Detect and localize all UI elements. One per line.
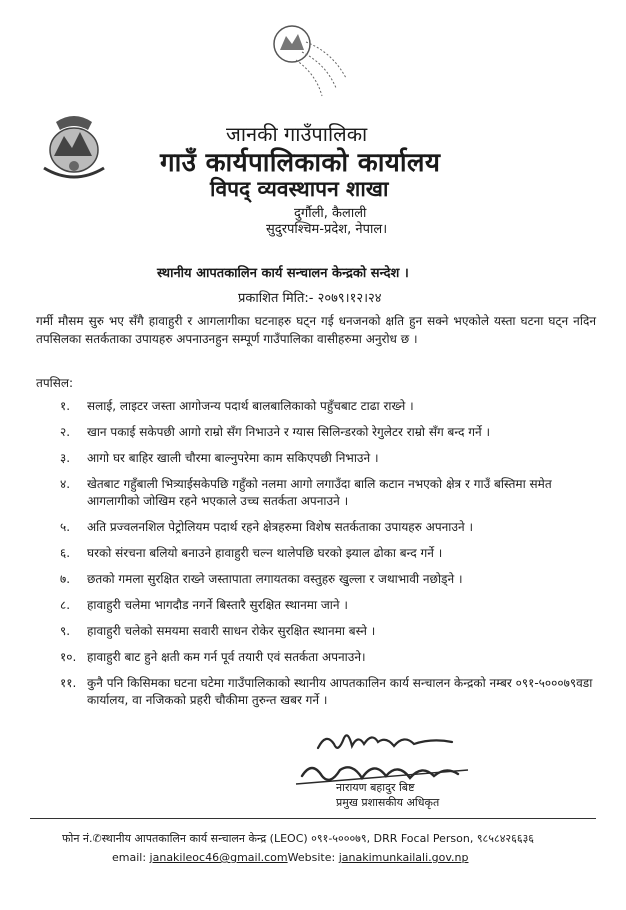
item-text: हावाहुरी चलेको समयमा सवारी साधन रोकेर सुरक्षित स्थानमा बस्ने ।: [87, 624, 376, 638]
footer-contact: [112, 851, 468, 864]
item-text: खान पकाई सकेपछी आगो राम्रो सँग निभाउने र ग्यास सिलिन्डरको रेगुलेटर राम्रो सँग बन्द गर्ने ।: [87, 425, 491, 439]
signer-title: प्रमुख प्रशासकीय अधिकृत: [336, 796, 440, 809]
item-number: ११.: [60, 676, 77, 690]
item-text: अति प्रज्वलनशिल पेट्रोलियम पदार्थ रहने क्षेत्रहरुमा विशेष सतर्कताका उपायहरु अपनाउने ।: [87, 520, 474, 534]
item-number: ५.: [60, 520, 71, 534]
notice-intro: गर्मी मौसम सुरु भए सँगै हावाहुरी र आगलागीका घटनाहरु घट्न गई धनजनको क्षति हुन सक्ने भएकोले यस्ता घटना घट्न नदिन तपसिलका सतर्कताका उपायहरु अपनाउनहुन सम्पूर्ण गाउँपालिका वासीहरुमा अनुरोध छ ।: [36, 314, 596, 346]
item-text: घरको संरचना बलियो बनाउने हावाहुरी चल्न थालेपछि घरको झ्याल ढोका बन्द गर्ने ।: [87, 546, 443, 560]
footer-phone: फोन नं.✆स्थानीय आपतकालिन कार्य सन्चालन केन्द्र (LEOC) ०९१-५०००७९, DRR Focal Person, ९८५८४२६६३६: [62, 832, 535, 845]
precaution-list: [60, 398, 600, 718]
office-place: दुर्गौली, कैलाली: [294, 206, 367, 221]
list-item: [60, 398, 600, 415]
item-text: आगो घर बाहिर खाली चौरमा बाल्नुपरेमा काम सकिएपछी निभाउने ।: [87, 451, 379, 465]
office-province: सुदुरपश्चिम-प्रदेश, नेपाल।: [266, 222, 388, 237]
list-item: [60, 597, 600, 614]
item-text: छतको गमला सुरक्षित राख्ने जस्तापाता लगायतका वस्तुहरु खुल्ला र जथाभावी नछोड्ने ।: [87, 572, 463, 586]
office-seal-icon: [262, 22, 352, 100]
municipality-name: जानकी गाउँपालिका: [226, 122, 368, 146]
item-number: ७.: [60, 572, 71, 586]
website-label: Website:: [287, 851, 339, 864]
signer-name: नारायण बहादुर बिष्ट: [336, 781, 415, 794]
list-item: [60, 450, 600, 467]
item-number: १०.: [60, 650, 77, 664]
branch-name: विपद् व्यवस्थापन शाखा: [210, 177, 389, 201]
list-item: [60, 519, 600, 536]
list-item: [60, 623, 600, 640]
list-item: [60, 675, 600, 709]
details-label: तपसिल:: [36, 376, 74, 390]
list-item: [60, 476, 600, 510]
item-number: २.: [60, 425, 71, 439]
notice-title: स्थानीय आपतकालिन कार्य सन्चालन केन्द्रको सन्देश ।: [157, 266, 409, 281]
website-link[interactable]: janakimunkailali.gov.np: [338, 851, 469, 864]
item-text: खेतबाट गहुँबाली भित्र्याईसकेपछि गहुँको नलमा आगो लगाउँदा बालि कटान नभएको क्षेत्र र गाउँ बस्तिमा समेत आगलागीको जोखिम रहने भएकाले उच्च सतर्कता अपनाउने ।: [87, 477, 552, 508]
item-number: ९.: [60, 624, 71, 638]
email-label: email:: [112, 851, 150, 864]
office-name: गाउँ कार्यपालिकाको कार्यालय: [160, 148, 441, 178]
item-number: १.: [60, 399, 71, 413]
list-item: [60, 571, 600, 588]
item-text: कुनै पनि किसिमका घटना घटेमा गाउँपालिकाको स्थानीय आपतकालिन कार्य सन्चालन केन्द्रको नम्बर ०९१-५०००७९वडा कार्यालय, वा नजिकको प्रहरी चौकीमा तुरुन्त खबर गर्ने ।: [87, 676, 593, 707]
item-number: ४.: [60, 477, 71, 491]
item-number: ६.: [60, 546, 71, 560]
item-number: ३.: [60, 451, 71, 465]
email-link[interactable]: janakileoc46@gmail.com: [149, 851, 288, 864]
nepal-emblem-icon: [34, 112, 114, 192]
publish-date: प्रकाशित मिति:- २०७९।१२।२४: [238, 291, 382, 306]
item-number: ८.: [60, 598, 71, 612]
item-text: हावाहुरी चलेमा भागदौड नगर्ने बिस्तारै सुरक्षित स्थानमा जाने ।: [87, 598, 348, 612]
list-item: [60, 545, 600, 562]
footer-divider: [30, 818, 596, 819]
item-text: हावाहुरी बाट हुने क्षती कम गर्न पूर्व तयारी एवं सतर्कता अपनाउने।: [87, 650, 366, 664]
list-item: [60, 649, 600, 666]
item-text: सलाई, लाइटर जस्ता आगोजन्य पदार्थ बालबालिकाको पहुँचबाट टाढा राख्ने ।: [87, 399, 414, 413]
list-item: [60, 424, 600, 441]
